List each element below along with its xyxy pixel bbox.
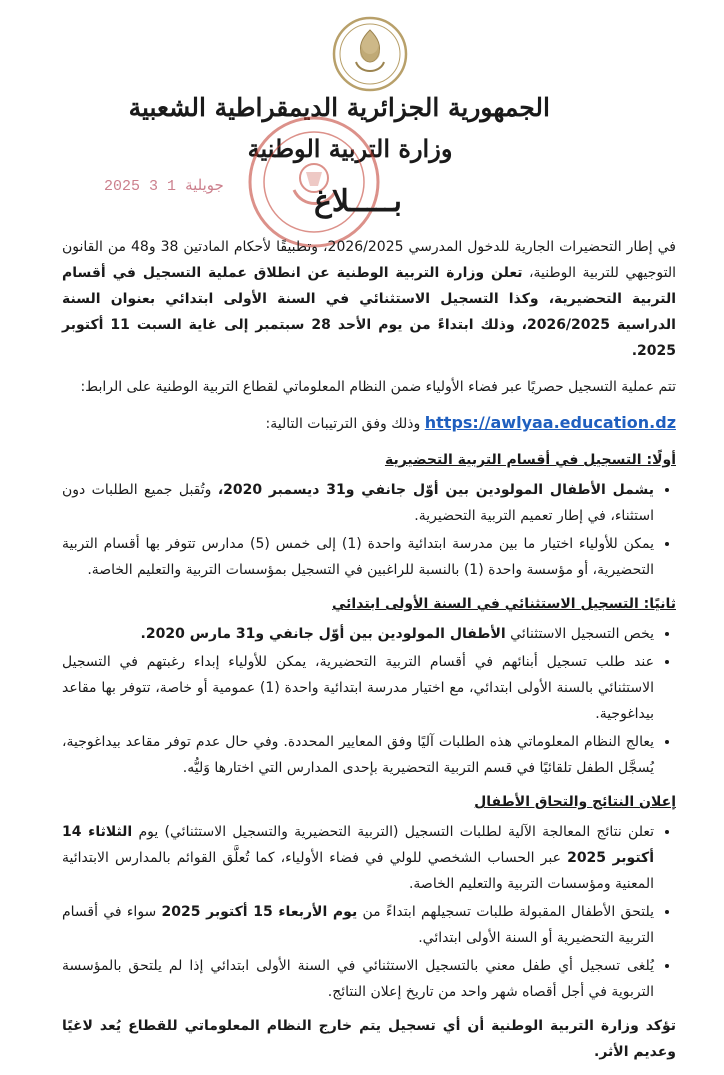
republic-title: الجمهورية الجزائرية الديمقراطية الشعبية <box>128 93 550 122</box>
parents-portal-link[interactable]: https://awlyaa.education.dz <box>424 413 676 432</box>
list-item: • يشمل الأطفال المولودين بين أوّل جانفي و31 ديسمبر 2020، وتُقبل جميع الطلبات دون استثناء، في إطار تعميم التربية التحضيرية. <box>62 477 654 529</box>
document-body <box>62 234 676 1075</box>
list-item: • يخص التسجيل الاستثنائي الأطفال المولودين بين أوّل جانفي و31 مارس 2020. <box>62 621 654 647</box>
section1-list <box>62 477 676 583</box>
section1-title: أولًا: التسجيل في أقسام التربية التحضيرية <box>384 452 676 468</box>
announcement-title: بـــــلاغ <box>313 184 403 219</box>
list-item: • يمكن للأولياء اختيار ما بين مدرسة ابتدائية واحدة (1) إلى خمس (5) مدارس تتوفر بها أقسام التربية التحضيرية، أو مؤسسة واحدة (1) بالنسبة للراغبين في التسجيل بمؤسسات التربية والتعليم الخاصة. <box>62 531 654 583</box>
section3-title: إعلان النتائج والتحاق الأطفال <box>474 794 676 810</box>
closing-statement: تؤكد وزارة التربية الوطنية أن أي تسجيل يتم خارج النظام المعلوماتي للقطاع يُعد لاغيًا وعديم الأثر. <box>62 1018 676 1060</box>
section3-list <box>62 819 676 1005</box>
list-item: • يُلغى تسجيل أي طفل معني بالتسجيل الاستثنائي في السنة الأولى ابتدائي إذا لم يلتحق بالمؤسسة التربوية في أجل أقصاه شهر واحد من تاريخ إعلان النتائج. <box>62 953 654 1005</box>
list-item: • يلتحق الأطفال المقبولة طلبات تسجيلهم ابتداءً من يوم الأربعاء 15 أكتوبر 2025 سواء في أقسام التربية التحضيرية أو السنة الأولى ابتدائي. <box>62 899 654 951</box>
list-item: • عند طلب تسجيل أبنائهم في أقسام التربية التحضيرية، يمكن للأولياء إبداء رغبتهم في التسجيل الاستثنائي بالسنة الأولى ابتدائي، مع اختيار مدرسة ابتدائية واحدة (1) عمومية أو خاصة، تتوفر بها مقاعد بيداغوجية. <box>62 649 654 727</box>
link-line: https://awlyaa.education.dz وذلك وفق الترتيبات التالية: <box>265 413 676 432</box>
ministry-title: وزارة التربية الوطنية <box>247 134 453 163</box>
section2-title: ثانيًا: التسجيل الاستثنائي في السنة الأولى ابتدائي <box>332 596 676 612</box>
registration-paragraph: تتم عملية التسجيل حصريًا عبر فضاء الأولياء ضمن النظام المعلوماتي لقطاع التربية الوطنية على الرابط: <box>80 379 676 395</box>
date-stamp: 2025 ‎جويلية 1 3 <box>104 178 224 195</box>
algeria-emblem-icon <box>332 16 408 92</box>
intro-announcement: تعلن وزارة التربية الوطنية عن انطلاق عملية التسجيل في أقسام التربية التحضيرية، وكذا التسجيل الاستثنائي في السنة الأولى ابتدائي بعنوان السنة الدراسية 2026/2025، وذلك ابتداءً من يوم الأحد 28 سبتمبر إلى غاية السبت 11 أكتوبر 2025. <box>62 265 676 359</box>
section2-list <box>62 621 676 781</box>
intro-paragraph: في إطار التحضيرات الجارية للدخول المدرسي 2026/2025، وتطبيقًا لأحكام المادتين 38 و48 من القانون التوجيهي للتربية الوطنية، تعلن وزارة التربية الوطنية عن انطلاق عملية التسجيل في أقسام التربية التحضيرية، وكذا التسجيل الاستثنائي في السنة الأولى ابتدائي بعنوان السنة الدراسية 2026/2025، وذلك ابتداءً من يوم الأحد 28 سبتمبر إلى غاية السبت 11 أكتوبر 2025. <box>62 239 676 359</box>
list-item: • تعلن نتائج المعالجة الآلية لطلبات التسجيل (التربية التحضيرية والتسجيل الاستثنائي) يوم الثلاثاء 14 أكتوبر 2025 عبر الحساب الشخصي للولي في فضاء الأولياء، كما تُعلَّق القوائم بالمدارس الابتدائية المعنية ومؤسسات التربية والتعليم الخاصة. <box>62 819 654 897</box>
list-item: • يعالج النظام المعلوماتي هذه الطلبات آليًا وفق المعايير المحددة. وفي حال عدم توفر مقاعد بيداغوجية، يُسجَّل الطفل تلقائيًا في قسم التربية التحضيرية بإحدى المدارس التي اختارها وَليُّه. <box>62 729 654 781</box>
official-stamp-icon <box>244 112 384 252</box>
